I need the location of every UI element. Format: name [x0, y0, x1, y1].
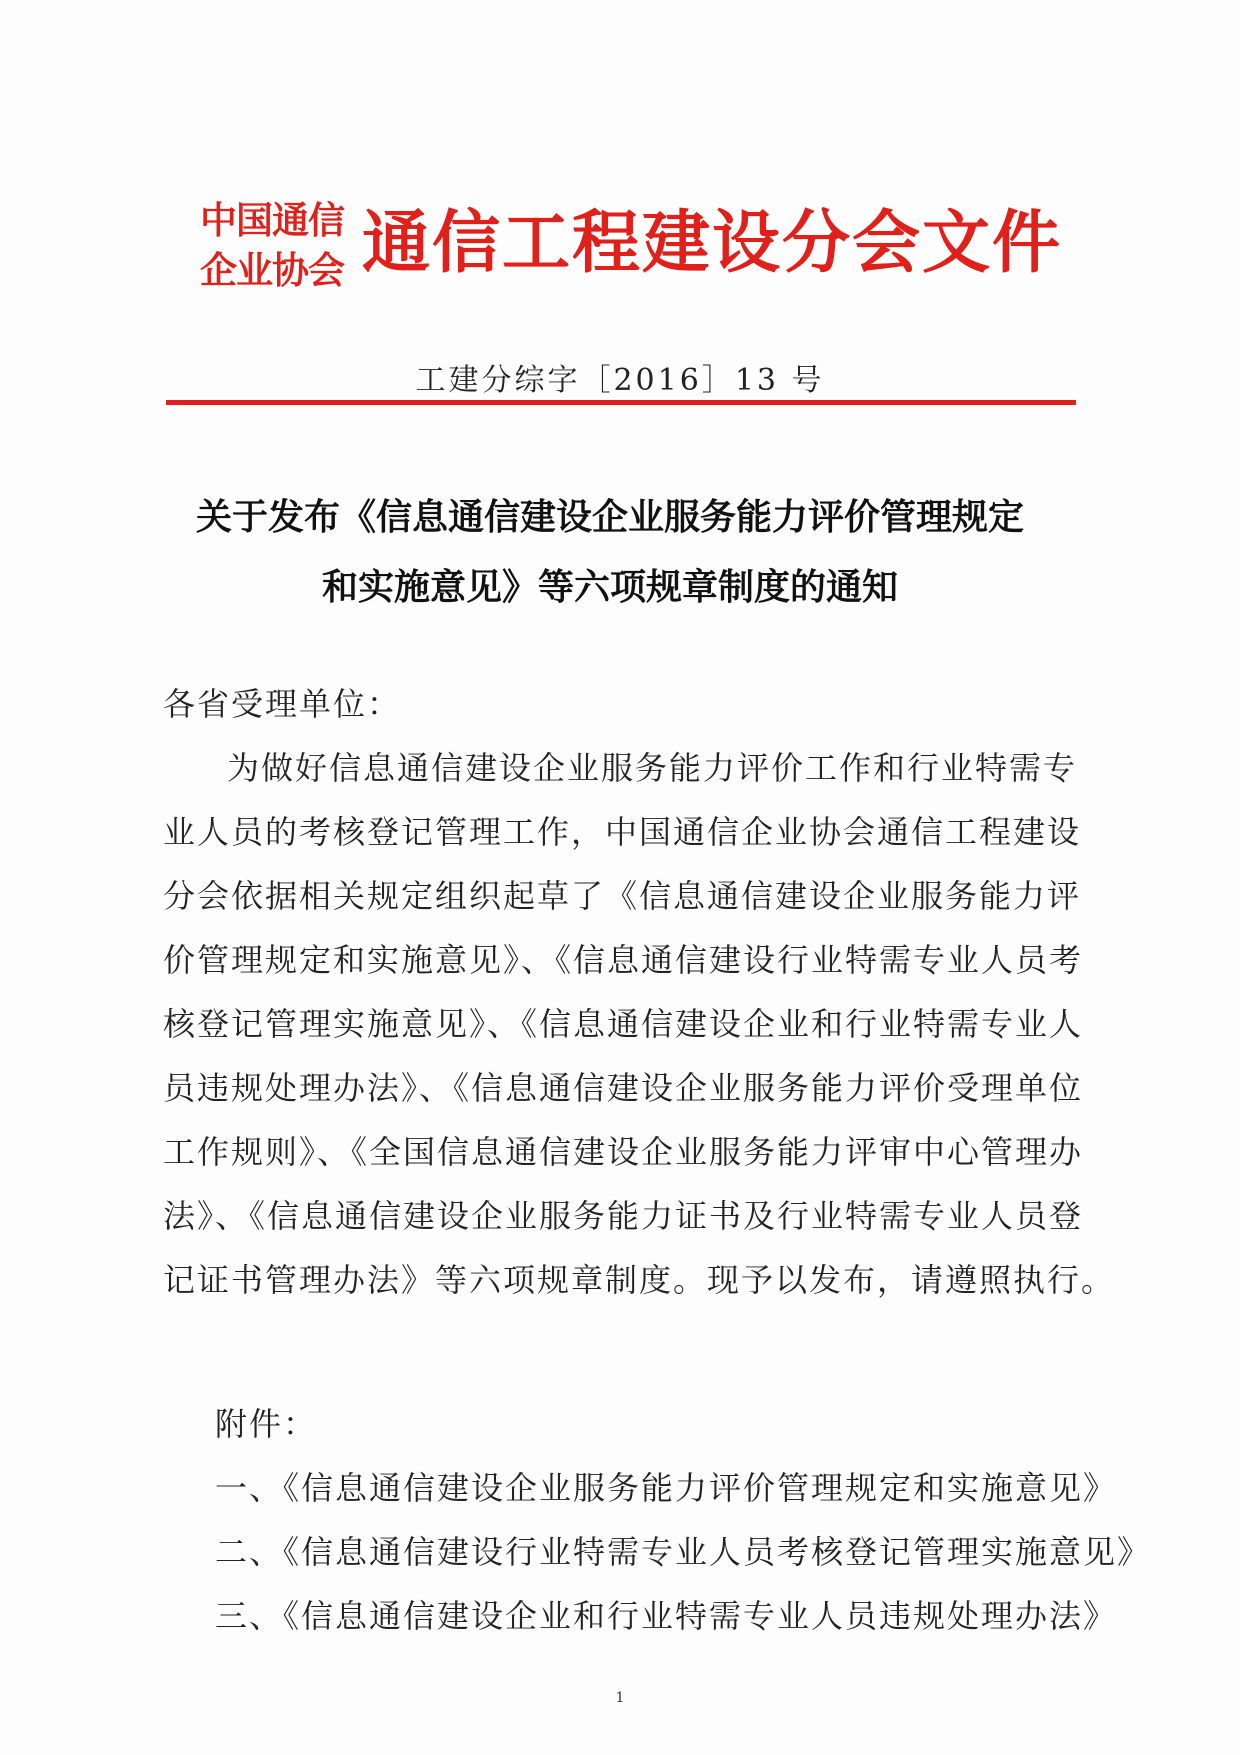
body-line: 工作规则》、《全国信息通信建设企业服务能力评审中心管理办: [163, 1133, 1084, 1171]
body-line: 核登记管理实施意见》、《信息通信建设企业和行业特需专业人: [163, 1005, 1084, 1043]
notice-body: [163, 672, 1116, 1312]
attachments: [215, 1392, 1151, 1648]
body-line: 法》、《信息通信建设企业服务能力证书及行业特需专业人员登: [163, 1197, 1084, 1235]
page-number: 1: [615, 1690, 625, 1706]
body-line: 为做好信息通信建设企业服务能力评价工作和行业特需专: [227, 749, 1078, 787]
org-name: [200, 195, 350, 295]
notice-title: [150, 482, 1070, 622]
body-line: 记证书管理办法》等六项规章制度。现予以发布，请遵照执行。: [163, 1261, 1116, 1299]
notice-title-line1: 关于发布《信息通信建设企业服务能力评价管理规定: [195, 496, 1024, 538]
letterhead: [200, 190, 1063, 300]
org-name-line1: 中国通信: [200, 198, 344, 242]
body-line: 价管理规定和实施意见》、《信息通信建设行业特需专业人员考: [163, 941, 1084, 979]
org-name-line2: 企业协会: [200, 248, 344, 292]
document-number: 工建分综字［2016］13 号: [415, 363, 825, 398]
attachment-item: 三、《信息通信建设企业和行业特需专业人员违规处理办法》: [215, 1597, 1118, 1635]
body-line: 员违规处理办法》、《信息通信建设企业服务能力评价受理单位: [163, 1069, 1084, 1107]
attachments-heading: 附件：: [215, 1405, 318, 1443]
red-divider: [166, 400, 1076, 405]
attachment-item: 一、《信息通信建设企业服务能力评价管理规定和实施意见》: [215, 1469, 1118, 1507]
notice-title-line2: 和实施意见》等六项规章制度的通知: [321, 566, 898, 608]
body-line: 分会依据相关规定组织起草了《信息通信建设企业服务能力评: [163, 877, 1082, 915]
letterhead-title: 通信工程建设分会文件: [362, 203, 1063, 283]
body-line: 业人员的考核登记管理工作，中国通信企业协会通信工程建设: [163, 813, 1082, 851]
salutation: 各省受理单位：: [163, 685, 402, 723]
attachment-item: 二、《信息通信建设行业特需专业人员考核登记管理实施意见》: [215, 1533, 1152, 1571]
